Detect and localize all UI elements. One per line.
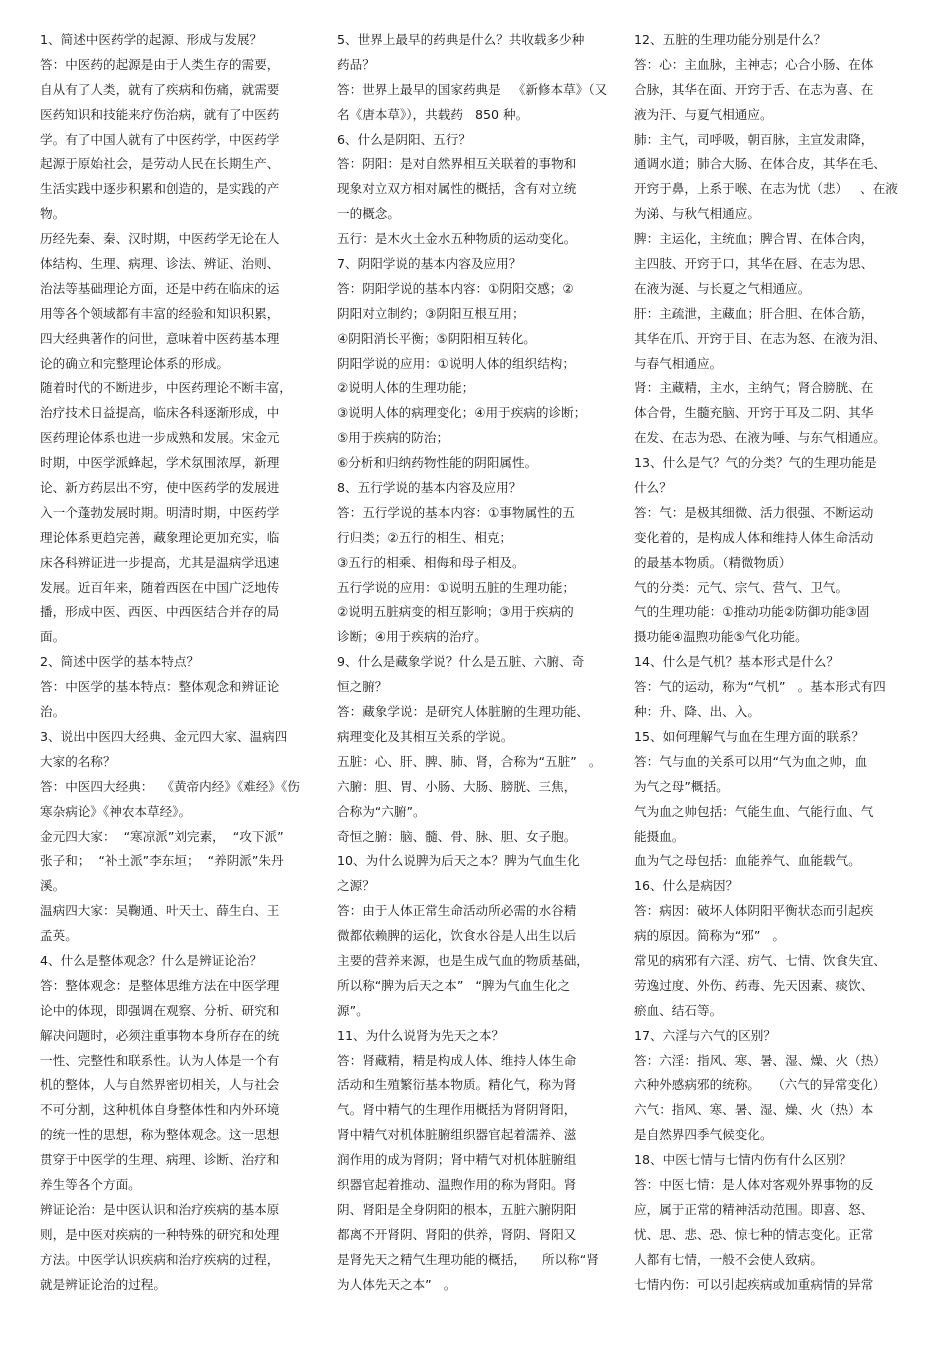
text-line: 其华在爪、开窍于目、在志为怒、在液为泪、: [634, 330, 886, 346]
text-line: 答：气：是极其细微、活力很强、不断运动: [634, 504, 874, 520]
text-line: 方法。中医学认识疾病和治疗疾病的过程，: [40, 1251, 280, 1267]
text-line: 则，是中医对疾病的一种特殊的研究和处理: [40, 1226, 280, 1242]
text-line: 六气：指风、寒、暑、湿、燥、火（热）本: [634, 1102, 874, 1118]
text-line: 9、什么是藏象学说？什么是五脏、六腑、奇: [337, 654, 585, 670]
text-line: 种：升、降、出、入。: [634, 704, 760, 720]
text-line: 用等各个领域都有丰富的经验和知识积累，: [40, 305, 280, 321]
text-line: 历经先秦、秦、汉时期，中医药学无论在人: [40, 231, 280, 247]
text-line: 论中的体现，即强调在观察、分析、研究和: [40, 1002, 280, 1018]
text-line: 为涕、与秋气相通应。: [634, 206, 760, 222]
text-line: 肾中精气对机体脏腑组织器官起着濡养、滋: [337, 1127, 577, 1143]
text-line: 气的生理功能：①推动功能②防御功能③固: [634, 604, 870, 620]
text-line: 论的确立和完整理论体系的形成。: [40, 355, 229, 371]
text-line: 织器官起着推动、温煦作用的称为肾阳。肾: [337, 1176, 577, 1192]
text-line: 在液为涎、与长夏之气相通应。: [634, 280, 811, 296]
text-line: 学。有了中国人就有了中医药学，中医药学: [40, 131, 280, 147]
text-line: 10、为什么说脾为后天之本？脾为气血生化: [337, 853, 580, 869]
text-line: 治疗技术日益提高，临床各科逐渐形成，中: [40, 405, 280, 421]
text-line: 劳逸过度、外伤、药毒、先天因素、痰饮、: [634, 977, 874, 993]
text-line: 主四肢、开窍于口，其华在唇、在志为思、: [634, 256, 874, 272]
text-line: 答：中医学的基本特点：整体观念和辨证论: [40, 679, 280, 695]
text-line: 答：病因：破坏人体阴阳平衡状态而引起疾: [634, 903, 874, 919]
text-line: 1、简述中医药学的起源、形成与发展？: [40, 32, 263, 47]
text-line: 不可分割，这种机体自身整体性和内外环境: [40, 1102, 280, 1118]
text-line: 阴、肾阳是全身阴阳的根本，五脏六腑阴阳: [337, 1201, 577, 1217]
text-line: 变化着的，是构成人体和维持人体生命活动: [634, 529, 874, 545]
text-line: 论、新方药层出不穷，使中医药学的发展进: [40, 480, 280, 496]
text-line: 4、什么是整体观念？什么是辨证论治？: [40, 952, 263, 968]
text-line: 答：中医药的起源是由于人类生存的需要，: [40, 56, 280, 72]
text-line: ⑥分析和归纳药物性能的阴阳属性。: [337, 455, 538, 471]
text-line: 播，形成中医、西医、中西医结合并存的局: [40, 604, 280, 620]
text-line: ③说明人体的病理变化；④用于疾病的诊断；: [337, 405, 587, 421]
text-line: 答：肾藏精，精是构成人体、维持人体生命: [337, 1052, 577, 1068]
text-line: 体结构、生理、病理、诊法、辨证、治则、: [40, 256, 280, 272]
text-line: 病的原因。简称为“邪” 。: [634, 928, 785, 944]
text-line: 肺：主气，司呼吸，朝百脉，主宣发肃降，: [634, 131, 874, 147]
text-line: 活动和生殖繁衍基本物质。精化气，称为肾: [337, 1077, 577, 1093]
text-line: 为气之母”概括。: [634, 778, 729, 794]
text-line: 面。: [40, 629, 66, 645]
text-line: 是自然界四季气候变化。: [634, 1127, 773, 1143]
text-line: 机的整体，人与自然界密切相关，人与社会: [40, 1077, 280, 1093]
text-line: 张子和； “补土派”李东垣； “养阴派”朱丹: [40, 853, 284, 869]
text-line: 气的分类：元气、宗气、营气、卫气。: [634, 579, 849, 595]
text-line: 答：中医四大经典： 《黄帝内经》《难经》《伤: [40, 778, 300, 794]
text-line: 病理变化及其相互关系的学说。: [337, 728, 514, 744]
text-line: 物。: [40, 206, 66, 222]
text-line: ②说明五脏病变的相互影响；③用于疾病的: [337, 604, 574, 620]
text-line: 能摄血。: [634, 828, 685, 844]
text-line: 六种外感病邪的统称。 （六气的异常变化）: [634, 1077, 886, 1093]
text-line: 答：气与血的关系可以用“气为血之帅，血: [634, 753, 868, 769]
text-line: 14、什么是气机？基本形式是什么？: [634, 654, 839, 670]
text-line: 随着时代的不断进步，中医药理论不断丰富，: [40, 380, 292, 396]
text-line: 润作用的成为肾阴；肾中精气对机体脏腑组: [337, 1152, 577, 1168]
text-line: 治法等基础理论方面，还是中药在临床的运: [40, 280, 280, 296]
text-line: 在发、在志为恐、在液为唾、与东气相通应。: [634, 430, 886, 446]
text-line: 行归类；②五行的相生、相克；: [337, 529, 513, 545]
text-line: 养生等各个方面。: [40, 1176, 141, 1192]
text-line: 现象对立双方相对属性的概括，含有对立统: [337, 181, 577, 197]
text-line: 16、什么是病因？: [634, 878, 739, 894]
text-line: 治。: [40, 704, 66, 720]
text-line: 五行学说的应用：①说明五脏的生理功能；: [337, 579, 575, 595]
text-line: 贯穿于中医学的生理、病理、诊断、治疗和: [40, 1152, 280, 1168]
text-line: 医药理论体系也进一步成熟和发展。宋金元: [40, 430, 280, 446]
text-line: 时期，中医学派蜂起，学术氛围浓厚，新理: [40, 455, 280, 471]
text-line: 名《唐本草》），共载药 850 种。: [337, 106, 529, 122]
text-line: ⑤用于疾病的防治；: [337, 430, 450, 446]
text-line: 液为汗、与夏气相通应。: [634, 106, 773, 122]
text-line: 一性、完整性和联系性。认为人体是一个有: [40, 1052, 280, 1068]
text-line: 金元四大家： “寒凉派”刘完素， “攻下派”: [40, 828, 284, 844]
text-line: 恒之腑？: [337, 679, 388, 695]
text-line: 四大经典著作的问世，意味着中医药基本理: [40, 330, 280, 346]
text-line: 阴阳对立制约；③阴阳互根互用；: [337, 305, 525, 321]
text-line: 阴阳学说的应用：①说明人体的组织结构；: [337, 355, 575, 371]
text-line: 药品？: [337, 56, 375, 72]
text-line: 12、五脏的生理功能分别是什么？: [634, 32, 827, 47]
text-line: 常见的病邪有六淫、疠气、七情、饮食失宜、: [634, 952, 886, 968]
text-line: 答：五行学说的基本内容：①事物属性的五: [337, 504, 575, 520]
text-line: 寒杂病论》《神农本草经》。: [40, 803, 192, 819]
text-line: 就是辨证论治的过程。: [40, 1276, 166, 1292]
text-line: 13、什么是气？气的分类？气的生理功能是: [634, 455, 877, 471]
text-line: 15、如何理解气与血在生理方面的联系？: [634, 728, 865, 744]
text-line: 6、什么是阴阳、五行？: [337, 131, 471, 147]
text-line: 11、为什么说肾为先天之本？: [337, 1027, 505, 1043]
text-line: 答：世界上最早的国家药典是 《新修本草》（又: [337, 81, 608, 97]
text-line: 答：气的运动，称为“气机” 。基本形式有四: [634, 679, 886, 695]
text-line: 合脉，其华在面、开窍于舌、在志为喜、在: [634, 81, 874, 97]
text-line: 五行：是木火土金水五种物质的运动变化。: [337, 231, 577, 247]
text-line: 答：心：主血脉，主神志；心合小肠、在体: [634, 56, 874, 72]
text-line: 五脏：心、肝、脾、肺、肾，合称为“五脏” 。: [337, 753, 602, 769]
text-line: 答：整体观念：是整体思维方法在中医学理: [40, 977, 280, 993]
text-line: ②说明人体的生理功能；: [337, 380, 475, 396]
text-line: 的最基本物质。（精微物质）: [634, 554, 792, 570]
text-line: 医药知识和技能来疗伤治病，就有了中医药: [40, 106, 280, 122]
text-line: 起源于原始社会，是劳动人民在长期生产、: [40, 156, 280, 172]
text-line: 辨证论治：是中医认识和治疗疾病的基本原: [40, 1201, 280, 1217]
text-line: 温病四大家：吴鞠通、叶天士、薛生白、王: [40, 903, 280, 919]
text-line: 脾：主运化，主统血；脾合胃、在体合肉，: [634, 231, 874, 247]
text-line: 都离不开肾阴、肾阳的供养，肾阴、肾阳又: [337, 1226, 577, 1242]
text-line: 为人体先天之本” 。: [337, 1276, 457, 1292]
text-line: 7、阴阳学说的基本内容及应用？: [337, 256, 522, 272]
text-line: 答：由于人体正常生命活动所必需的水谷精: [337, 903, 577, 919]
text-line: 答：藏象学说：是研究人体脏腑的生理功能、: [337, 704, 589, 720]
text-line: 微都依赖脾的运化，饮食水谷是人出生以后: [337, 928, 577, 944]
text-column-1: [40, 28, 316, 1297]
text-line: 是肾先天之精气生理功能的概括， 所以称“肾: [337, 1251, 599, 1267]
text-line: 之源？: [337, 878, 375, 894]
text-line: 应，属于正常的精神活动范围。即喜、怒、: [634, 1201, 874, 1217]
text-line: 答：六淫：指风、寒、暑、湿、燥、火（热）: [634, 1052, 886, 1068]
text-line: 人都有七情，一般不会使人致病。: [634, 1251, 823, 1267]
text-line: 17、六淫与六气的区别？: [634, 1027, 776, 1043]
text-line: 2、简述中医学的基本特点？: [40, 654, 200, 670]
text-line: 肾：主藏精，主水，主纳气；肾合膀胱、在: [634, 380, 874, 396]
text-line: 生活实践中逐步积累和创造的，是实践的产: [40, 181, 280, 197]
text-line: 源”。: [337, 1002, 369, 1018]
text-line: 六腑：胆、胃、小肠、大肠、膀胱、三焦，: [337, 778, 577, 794]
text-line: ③五行的相乘、相侮和母子相及。: [337, 554, 525, 570]
text-line: 肝：主疏泄，主藏血；肝合胆、在体合筋，: [634, 305, 874, 321]
text-column-2: [337, 28, 613, 1297]
text-line: 溪。: [40, 878, 66, 894]
text-line: 气为血之帅包括：气能生血、气能行血、气: [634, 803, 874, 819]
text-line: 开窍于鼻，上系于喉、在志为忧（悲） 、在液: [634, 181, 898, 197]
text-line: 摄功能④温煦功能⑤气化功能。: [634, 629, 808, 645]
text-line: 孟英。: [40, 928, 78, 944]
text-line: ④阴阳消长平衡；⑤阴阳相互转化。: [337, 330, 536, 346]
text-line: 忧、思、悲、恐、惊七种的情志变化。正常: [634, 1226, 874, 1242]
text-line: 大家的名称？: [40, 753, 116, 769]
text-line: 七情内伤：可以引起疾病或加重病情的异常: [634, 1276, 874, 1292]
text-line: 的统一性的思想，称为整体观念。这一思想: [40, 1127, 280, 1143]
text-line: 瘀血、结石等。: [634, 1002, 723, 1018]
text-line: 入一个蓬勃发展时期。明清时期，中医药学: [40, 504, 280, 520]
text-line: 诊断；④用于疾病的治疗。: [337, 629, 487, 645]
text-line: 什么？: [634, 480, 672, 496]
text-line: 体合骨，生髓充脑、开窍于耳及二阴、其华: [634, 405, 874, 421]
text-line: 解决问题时，必须注重事物本身所存在的统: [40, 1027, 280, 1043]
text-column-3: [634, 28, 910, 1297]
text-line: 5、世界上最早的药典是什么？共收载多少种: [337, 32, 585, 47]
text-line: 气。肾中精气的生理作用概括为肾阴肾阳，: [337, 1102, 577, 1118]
text-line: 答：阴阳：是对自然界相互关联着的事物和: [337, 156, 577, 172]
text-line: 8、五行学说的基本内容及应用？: [337, 480, 522, 496]
text-line: 18、中医七情与七情内伤有什么区别？: [634, 1152, 852, 1168]
text-line: 主要的营养来源，也是生成气血的物质基础，: [337, 952, 589, 968]
text-line: 一的概念。: [337, 206, 400, 222]
text-line: 所以称“脾为后天之本” “脾为气血生化之: [337, 977, 571, 993]
text-line: 与春气相通应。: [634, 355, 723, 371]
text-line: 通调水道；肺合大肠、在体合皮，其华在毛、: [634, 156, 886, 172]
text-line: 血为气之母包括：血能养气、血能载气。: [634, 853, 861, 869]
text-line: 理论体系更趋完善，藏象理论更加充实，临: [40, 529, 280, 545]
text-line: 合称为“六腑”。: [337, 803, 426, 819]
text-line: 答：中医七情：是人体对客观外界事物的反: [634, 1176, 874, 1192]
text-line: 床各科辨证进一步提高，尤其是温病学迅速: [40, 554, 280, 570]
text-line: 答：阴阳学说的基本内容：①阴阳交感；②: [337, 280, 574, 296]
text-line: 自从有了人类，就有了疾病和伤痛，就需要: [40, 81, 280, 97]
text-line: 3、说出中医四大经典、金元四大家、温病四: [40, 728, 288, 744]
text-line: 发展。近百年来，随着西医在中国广泛地传: [40, 579, 280, 595]
text-line: 奇恒之腑：脑、髓、骨、脉、胆、女子胞。: [337, 828, 577, 844]
